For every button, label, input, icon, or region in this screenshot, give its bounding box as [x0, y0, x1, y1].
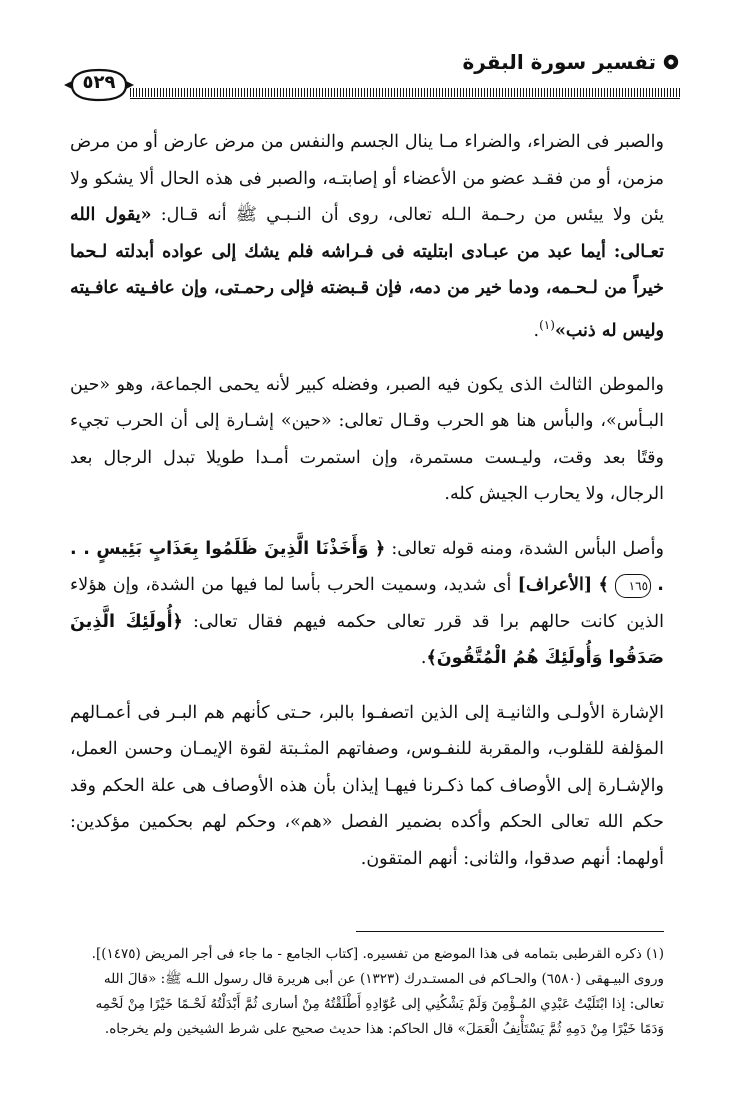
quran-verse-1: ﴿ وَأَخَذْنَا الَّذِينَ ظَلَمُوا بِعَذَابٍ بَئِيسٍ . . . [70, 538, 664, 596]
footnote-line-3: تعالى: إذا ابْتَلَيْتُ عَبْدِي المُـؤْمِنَ وَلَمْ يَشْكُنِي إلى عُوّادِهِ أَطْلَقْتُهُ مِنْ أسارى ثُمَّ أَبْدَلْتُهُ لَحْـمًا خَيْرًا مِنْ لَحْمِه [95, 996, 664, 1012]
paragraph-2: والموطن الثالث الذى يكون فيه الصبر، وفضله كبير لأنه يحمى الجماعة، وهو «حين البـأس»، والبأس هنا هو الحرب وقـال تعالى: «حين» إشـارة إلى أن الحرب تجيء وقتًا بعد وقت، وليـست مستمرة، وإن استمرت أمـدا طويلا تبدل الرجال بعد الرجال، ولا يحارب الجيش كله. [70, 374, 664, 505]
quran-verse-1-close: ﴾ [598, 575, 609, 596]
paragraph-3-intro: وأصل البأس الشدة، ومنه قوله تعالى: [391, 538, 664, 559]
footnote-line-2: وروى البيـهقى (٦٥٨٠) والحـاكم فى المستـدرك (١٣٢٣) عن أبى هريرة قال رسول اللـه ﷺ: «قالَ الله [103, 971, 664, 987]
surah-reference: [الأعراف] [517, 575, 593, 596]
paragraph-1 [70, 124, 664, 349]
verse-number: ١٦٥ [615, 574, 651, 598]
footnote-line-1: (١) ذكره القرطبى بتمامه فى هذا الموضع من تفسيره. [كتاب الجامع - ما جاء فى أجر المريض (١٤٧٥)]. [91, 946, 664, 962]
paragraph-1-text: والصبر فى الضراء، والضراء مـا ينال الجسم والنفس من مرض عارض أو من مرض مزمن، أو من فقـد عضو من الأعضاء أو إصابتـه، والصبر فى هذه الحال ألا يشكو ولا يئن ولا ييئس من رحـمة الـله تعالى، روى أن النـبـي ﷺ أنه قـال: [70, 132, 664, 225]
paragraph-3 [70, 531, 664, 677]
footnote-ref: (١) [539, 317, 555, 332]
header-rule [130, 88, 680, 97]
page-number: ٥٢٩ [82, 72, 116, 93]
paragraph-1-end: . [533, 320, 540, 341]
quran-verse-2: ﴿أُولَئِكَ الَّذِينَ صَدَقُوا وَأُولَئِكَ هُمُ الْمُتَّقُونَ﴾ [70, 611, 664, 669]
running-title [463, 50, 681, 74]
footnote-separator [356, 931, 664, 932]
paragraph-4: الإشارة الأولـى والثانيـة إلى الذين اتصفـوا بالبر، حـتى كأنهم هم البـر فى أعمـالهم المؤلفة للقلوب، والمقربة للنفـوس، وصفاتهم المثـبتة لقوة الإيمـان وحسن العمل، والإشـارة إلى الأوصاف كما ذكـرنا فيهـا إيذان بأن هذه الأوصاف هى علة الحكم وقد حكم الله تعالى الحكم وأكده بضمير الفصل «هم»، وحكم لهم بحكمين مؤكدين: أولهما: أنهم صدقوا، والثانى: أنهم المتقون. [70, 702, 664, 869]
hadith-quote: «يقول الله تعـالى: أيما عبد من عبـادى ابتليته فى فـراشه فلم يشك إلى عواده أبدلته لـحما خيراً من لـحـمه، ودما خير من دمه، فإن قـبضته فإلى رحمـتى، وإن عافـيته عافـيته وليس له ذنب» [70, 205, 664, 341]
page-header [60, 44, 680, 104]
footnote-line-4: وَدَمًا خَيْرًا مِنْ دَمِهِ ثُمَّ يَسْتَأْنِفُ الْعَمَلَ» قال الحاكم: هذا حديث صحيح على شرط الشيخين ولم يخرجاه. [104, 1021, 664, 1037]
main-text [70, 124, 664, 895]
header-rule-base [130, 98, 680, 99]
ornament-icon [662, 53, 680, 71]
paragraph-3-end: . [420, 648, 427, 669]
footnotes [70, 942, 664, 1042]
surah-title: تفسير سورة البقرة [462, 50, 656, 74]
paragraph-3-body: أى شديد، وسميت الحرب بأسا لما فيها من الشدة، وإن هؤلاء الذين كانت حالهم برا قد قرر تعالى حكمه فيهم فقال تعالى: [70, 575, 664, 632]
page-number-badge [62, 66, 136, 104]
